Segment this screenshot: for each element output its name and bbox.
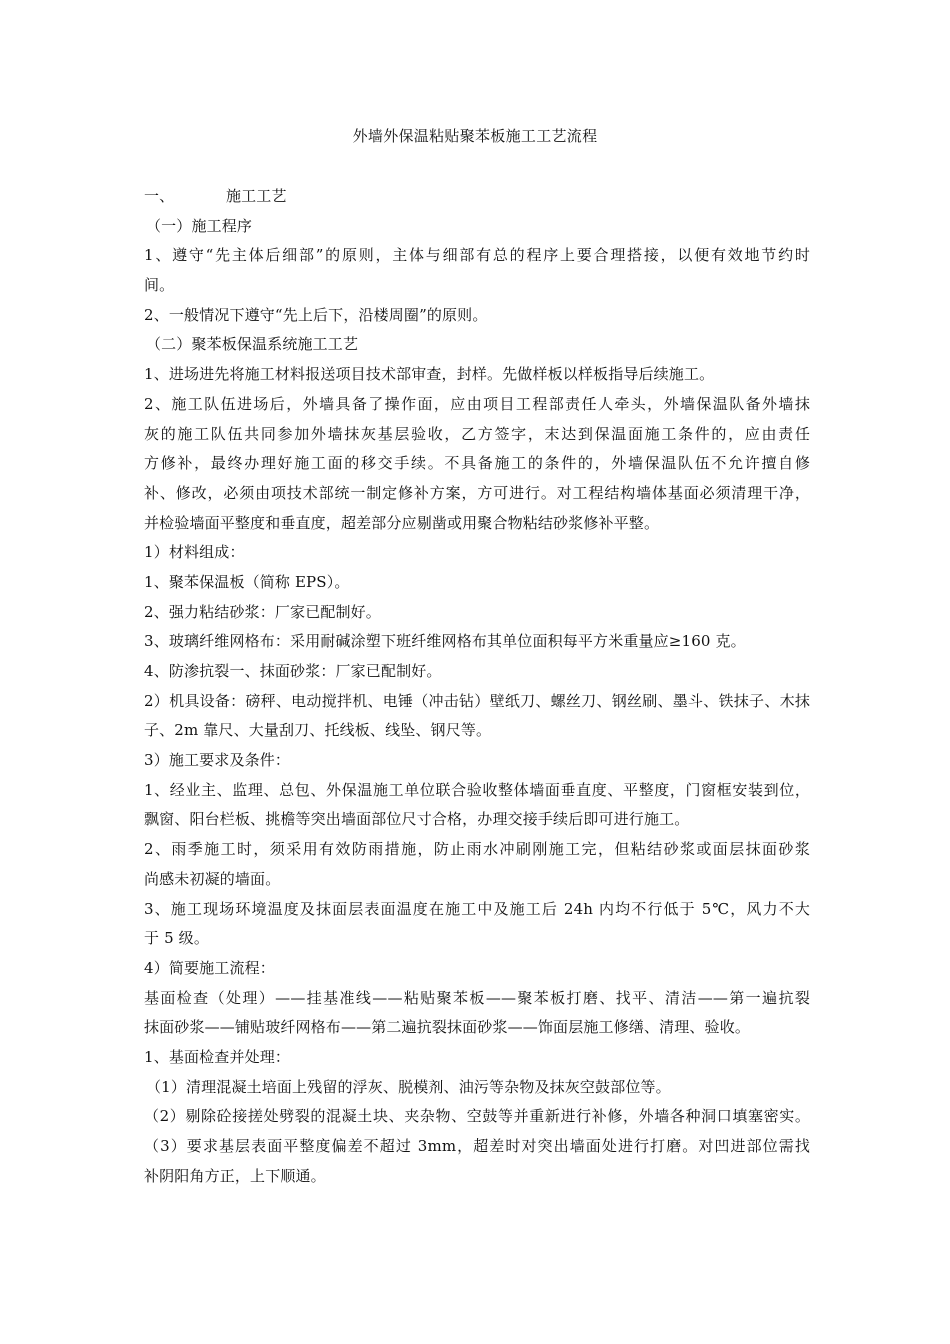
list-item: 4、防渗抗裂一、抹面砂浆：厂家已配制好。	[144, 662, 442, 680]
section-title: 施工工艺	[226, 187, 287, 205]
paragraph-line: 补、修改，必须由项技术部统一制定修补方案，方可进行。对工程结构墙体基面必须清理干净，	[144, 483, 810, 502]
paragraph-line: 于 5 级。	[144, 929, 209, 948]
section-number: 一、	[144, 187, 175, 205]
paragraph-line: 方修补，最终办理好施工面的移交手续。不具备施工的条件的，外墙保温队伍不允许擅自修	[144, 454, 810, 473]
section-heading	[144, 182, 810, 212]
paragraph-line: 灰的施工队伍共同参加外墙抹灰基层验收，乙方签字，末达到保温面施工条件的，应由责任	[144, 424, 810, 443]
list-heading: 3）施工要求及条件：	[144, 751, 291, 770]
document-title: 外墙外保温粘贴聚苯板施工工艺流程	[352, 127, 598, 145]
list-item: 1、聚苯保温板（简称 EPS）。	[144, 572, 350, 591]
paragraph-line: 1、经业主、监理、总包、外保温施工单位联合验收整体墙面垂直度、平整度，门窗框安装到位，	[144, 780, 810, 799]
list-heading: 1）材料组成：	[144, 543, 245, 562]
paragraph-line: 并检验墙面平整度和垂直度，超差部分应剔凿或用聚合物粘结砂浆修补平整。	[144, 513, 660, 532]
paragraph-line: 2、雨季施工时，须采用有效防雨措施，防止雨水冲刷刚施工完，但粘结砂浆或面层抹面砂浆	[144, 840, 810, 859]
list-heading: 1、基面检查并处理：	[144, 1047, 291, 1066]
process-flow-line: 基面检查（处理）——挂基准线——粘贴聚苯板——聚苯板打磨、找平、清洁——第一遍抗裂	[144, 988, 810, 1007]
list-item: 2、强力粘结砂浆：厂家已配制好。	[144, 602, 381, 621]
paragraph-line: 飘窗、阳台栏板、挑檐等突出墙面部位尺寸合格，办理交接手续后即可进行施工。	[144, 810, 690, 829]
paragraph-line: 间。	[144, 276, 175, 295]
list-item: （1）清理混凝土培面上残留的浮灰、脱模剂、油污等杂物及抹灰空鼓部位等。	[146, 1077, 671, 1096]
paragraph-line: 1、进场进先将施工材料报送项目技术部审查，封样。先做样板以样板指导后续施工。	[144, 365, 715, 384]
list-heading: 4）简要施工流程：	[144, 958, 275, 977]
list-item: 3、玻璃纤维网格布：采用耐碱涂塑下班纤维网格布其单位面积每平方米重量应≥160 克。	[144, 632, 746, 651]
process-flow-line: 抹面砂浆——铺贴玻纤网格布——第二遍抗裂抹面砂浆——饰面层施工修缮、清理、验收。	[144, 1018, 751, 1037]
paragraph-line: 3、施工现场环境温度及抹面层表面温度在施工中及施工后 24h 内均不行低于 5℃，风力不大	[144, 899, 810, 918]
list-item: （2）剔除砼接搓处劈裂的混凝土块、夹杂物、空鼓等并重新进行补修，外墙各种洞口填塞密实。	[144, 1107, 810, 1126]
paragraph-line: 尚感未初凝的墙面。	[144, 869, 281, 888]
paragraph-line: 子、2m 靠尺、大量刮刀、托线板、线坠、钢尺等。	[144, 721, 492, 740]
paragraph-line: 2）机具设备：磅秤、电动搅拌机、电锤（冲击钻）壁纸刀、螺丝刀、钢丝刷、墨斗、铁抹子、木抹	[144, 691, 810, 710]
paragraph-line: 补阴阳角方正，上下顺通。	[144, 1166, 326, 1185]
subsection-heading: （一）施工程序	[146, 216, 253, 235]
paragraph-line: 1、遵守“先主体后细部”的原则，主体与细部有总的程序上要合理搭接，以便有效地节约时	[144, 246, 810, 265]
document-body	[144, 182, 810, 1191]
list-item: （3）要求基层表面平整度偏差不超过 3mm，超差时对突出墙面处进行打磨。对凹进部位需找	[144, 1137, 810, 1155]
subsection-heading: （二）聚苯板保温系统施工工艺	[146, 335, 359, 354]
paragraph-line: 2、施工队伍进场后，外墙具备了操作面，应由项目工程部责任人牵头，外墙保温队备外墙抹	[144, 394, 810, 413]
paragraph-line: 2、一般情况下遵守“先上后下，沿楼周圈”的原则。	[144, 305, 488, 324]
